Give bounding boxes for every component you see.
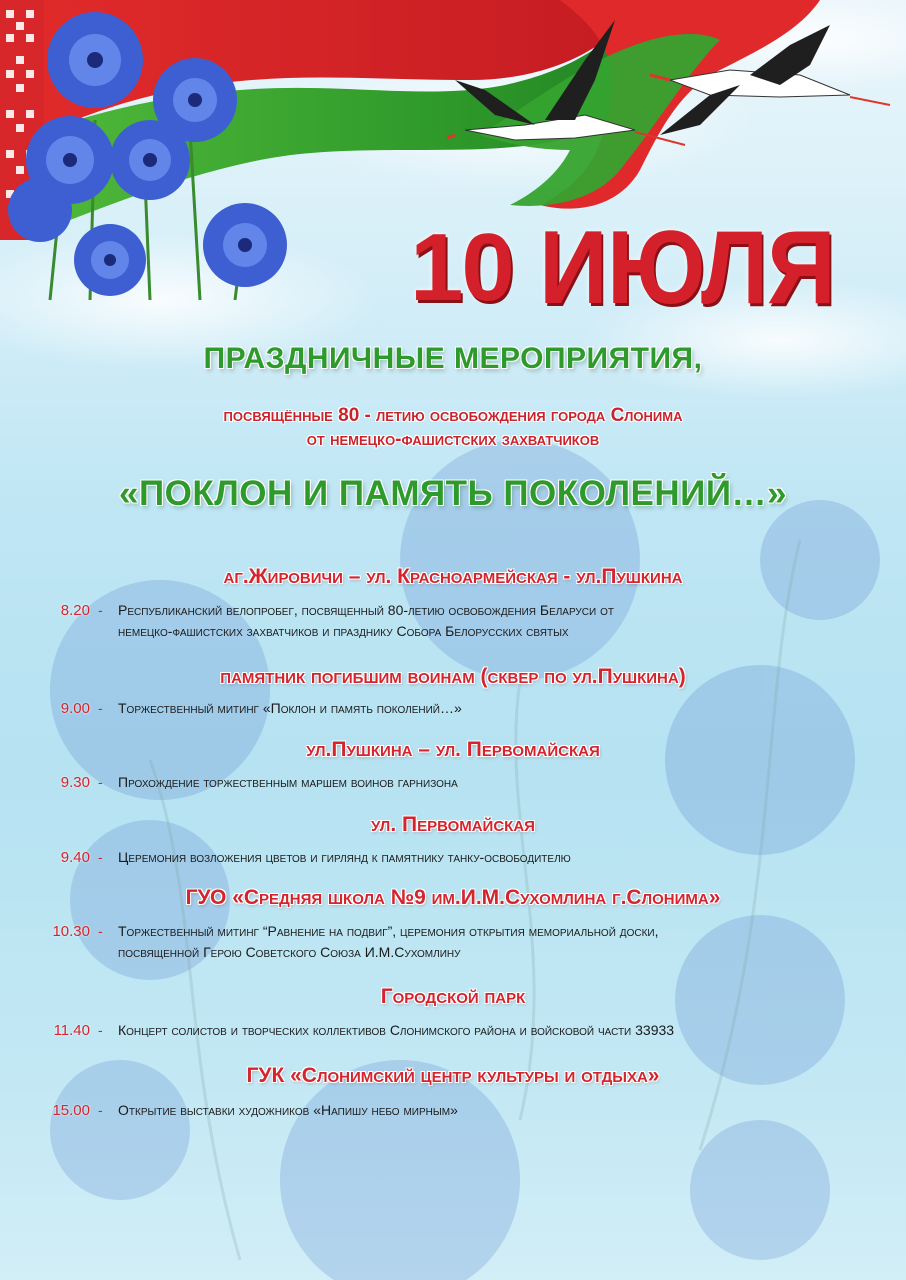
event-time: 11.40	[53, 1022, 90, 1039]
event-description-line: немецко-фашистских захватчиков и празднику Собора Белорусских святых	[118, 623, 569, 639]
venue-heading: Городской парк	[380, 985, 526, 1008]
venue-heading: ГУК «Слонимский центр культуры и отдыха»	[246, 1064, 660, 1087]
event-description-line: Республиканский велопробег, посвященный 80-летию освобождения Беларуси от	[118, 602, 614, 618]
event-time: 9.30	[60, 774, 90, 791]
event-dash: -	[98, 700, 103, 716]
event-description: Церемония возложения цветов и гирлянд к памятнику танку-освободителю	[118, 849, 571, 865]
subtitle-line-2: от немецко-фашистских захватчиков	[306, 429, 600, 450]
event-description: Открытие выставки художников «Напишу небо мирным»	[118, 1102, 458, 1118]
event-dash: -	[98, 923, 103, 939]
event-time: 8.20	[60, 602, 90, 619]
event-dash: -	[98, 1022, 103, 1038]
subtitle-line-1: посвящённые 80 - летию освобождения города Слонима	[223, 405, 683, 426]
event-time: 15.00	[52, 1102, 90, 1119]
slogan-title: «ПОКЛОН И ПАМЯТЬ ПОКОЛЕНИЙ…»	[119, 474, 787, 513]
event-description: Торжественный митинг «Поклон и память поколений…»	[118, 700, 462, 716]
venue-heading: ул. Первомайская	[371, 813, 535, 836]
event-dash: -	[98, 1102, 103, 1118]
event-description	[118, 921, 818, 963]
main-title: ПРАЗДНИЧНЫЕ МЕРОПРИЯТИЯ,	[203, 342, 703, 375]
date-month: ИЮЛЯ	[538, 210, 835, 326]
venue-heading: ул.Пушкина – ул. Первомайская	[306, 738, 600, 761]
event-description: Концерт солистов и творческих коллективов Слонимского района и войсковой части 33933	[118, 1022, 675, 1038]
date-day: 10	[410, 214, 513, 321]
venue-heading: памятник погибшим воинам (сквер по ул.Пушкина)	[220, 665, 686, 688]
event-description: Прохождение торжественным маршем воинов гарнизона	[118, 774, 458, 790]
event-description	[118, 600, 818, 642]
event-date	[410, 210, 870, 326]
event-dash: -	[98, 849, 103, 865]
event-dash: -	[98, 602, 103, 618]
event-description-line: посвященной Герою Советского Союза И.М.Сухомлину	[118, 944, 461, 960]
event-dash: -	[98, 774, 103, 790]
event-time: 9.00	[60, 700, 90, 717]
venue-heading: ГУО «Средняя школа №9 им.И.М.Сухомлина г.Слонима»	[185, 886, 721, 909]
event-time: 10.30	[52, 923, 90, 940]
event-time: 9.40	[60, 849, 90, 866]
venue-heading: аг.Жировичи – ул. Красноармейская - ул.Пушкина	[223, 565, 683, 588]
event-description-line: Торжественный митинг “Равнение на подвиг”, церемония открытия мемориальной доски,	[118, 923, 659, 939]
